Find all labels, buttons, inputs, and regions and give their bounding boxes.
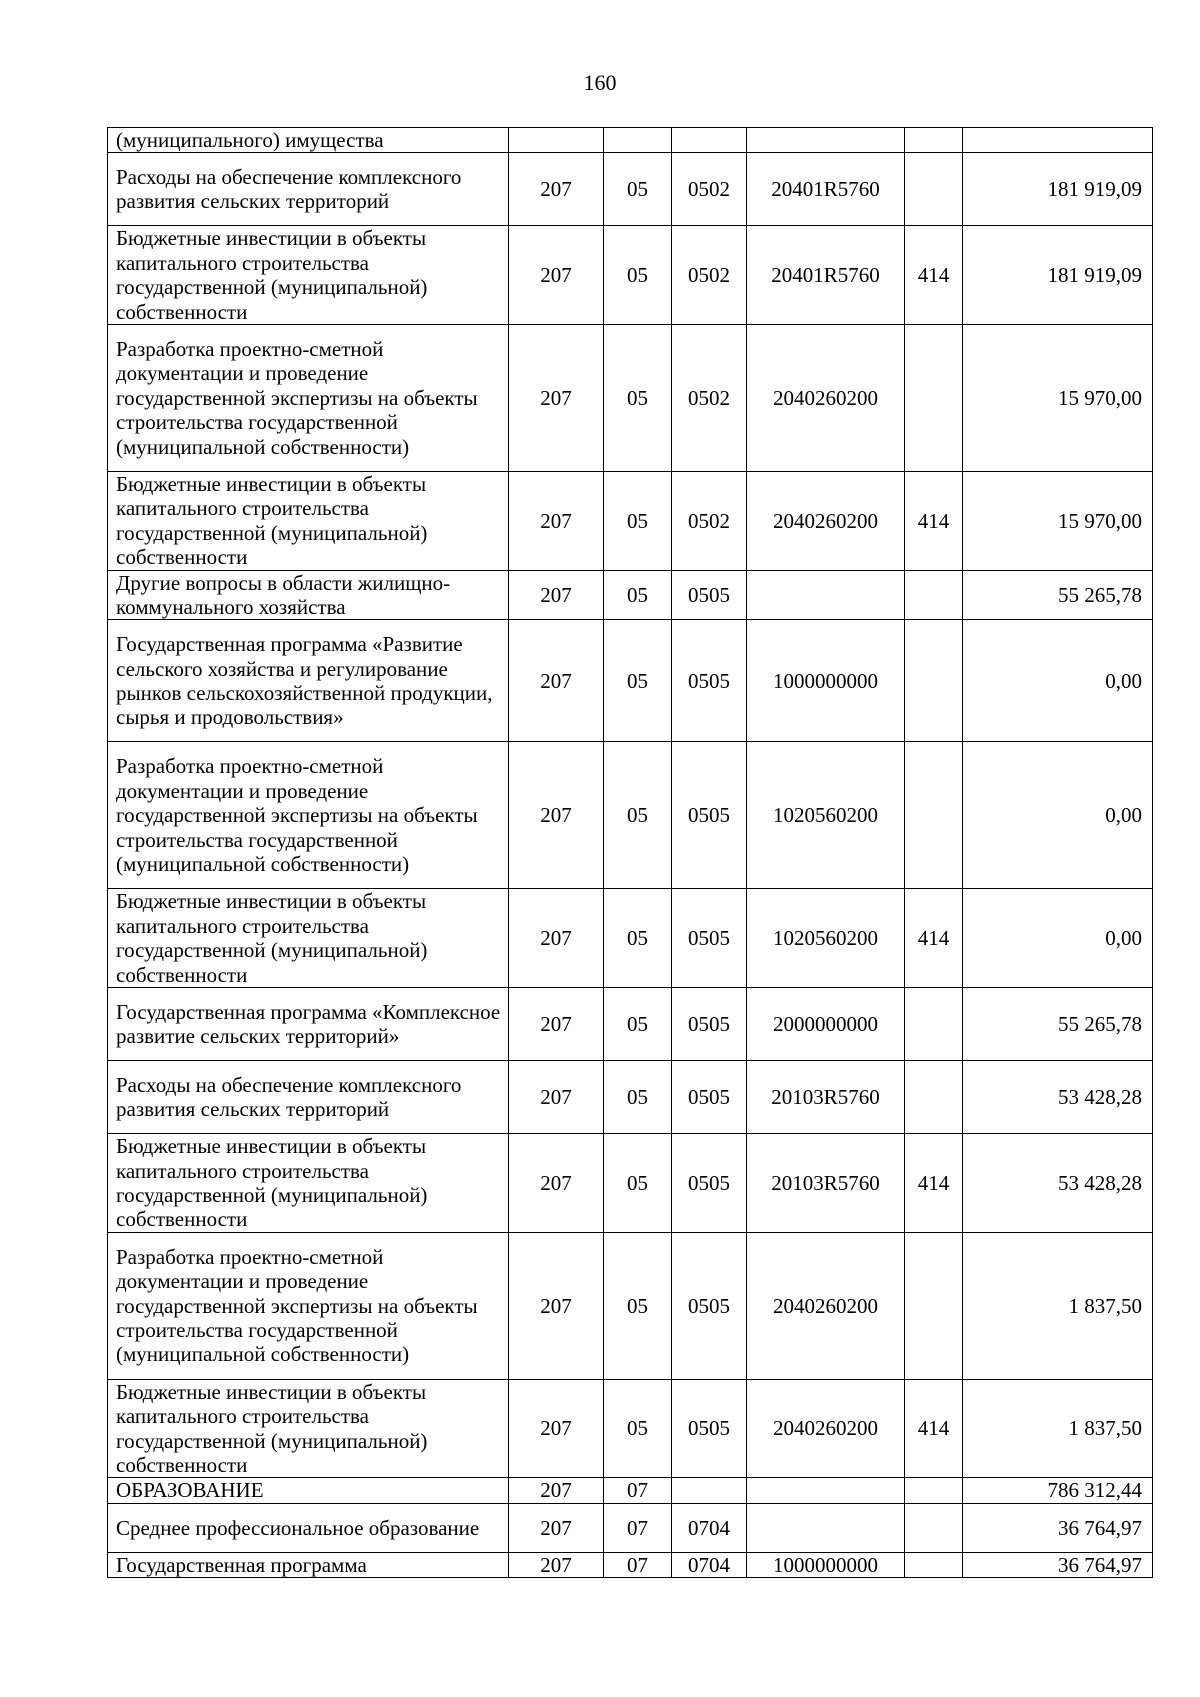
cell-amount-text: 0,00: [1105, 803, 1142, 828]
cell-expense-type: [905, 325, 963, 472]
table-row: [108, 570, 1153, 620]
cell-amount-text: 36 764,97: [1058, 1515, 1142, 1540]
table-row: [108, 1061, 1153, 1134]
cell-amount: [963, 1061, 1153, 1134]
cell-section-code: [604, 1232, 672, 1379]
cell-subsection-code-text: 0505: [688, 1011, 730, 1036]
cell-section-code: [604, 988, 672, 1061]
cell-name: [108, 620, 509, 742]
cell-subsection-code-text: 0502: [688, 385, 730, 410]
cell-expense-type-text: 414: [917, 926, 950, 951]
cell-amount-text: 53 428,28: [1058, 1084, 1142, 1109]
cell-target-article: [747, 1379, 905, 1478]
cell-amount: [963, 1379, 1153, 1478]
cell-subsection-code-text: 0704: [688, 1515, 730, 1540]
cell-section-code-text: 05: [627, 263, 648, 288]
cell-section-code: [604, 1379, 672, 1478]
cell-name-text: Бюджетные инвестиции в объекты капитального строительства государственной (муниципальной) собственности: [116, 889, 428, 987]
cell-expense-type: [905, 472, 963, 571]
cell-amount-text: 181 919,09: [1047, 263, 1142, 288]
cell-subsection-code: [672, 128, 747, 153]
cell-expense-type: [905, 1503, 963, 1552]
cell-name: [108, 128, 509, 153]
cell-expense-type-text: 414: [917, 1170, 950, 1195]
table-row: [108, 472, 1153, 571]
cell-name-text: Среднее профессиональное образование: [116, 1515, 480, 1540]
cell-target-article-text: 20401R5760: [771, 263, 880, 288]
table-row: [108, 1503, 1153, 1552]
budget-table-body: [108, 128, 1153, 1578]
cell-subsection-code-text: 0505: [688, 668, 730, 693]
cell-subsection-code-text: 0502: [688, 263, 730, 288]
cell-amount: [963, 570, 1153, 620]
cell-amount: [963, 325, 1153, 472]
cell-section-code-text: 05: [627, 385, 648, 410]
cell-ministry-code: [509, 742, 604, 889]
cell-ministry-code: [509, 1478, 604, 1503]
cell-name: [108, 570, 509, 620]
table-row: [108, 1379, 1153, 1478]
cell-subsection-code: [672, 620, 747, 742]
cell-name: [108, 1503, 509, 1552]
cell-amount-text: 1 837,50: [1068, 1416, 1142, 1441]
cell-ministry-code: [509, 153, 604, 226]
cell-expense-type: [905, 1478, 963, 1503]
cell-ministry-code-text: 207: [540, 1084, 572, 1109]
cell-section-code: [604, 570, 672, 620]
cell-target-article-text: 20103R5760: [771, 1084, 880, 1109]
cell-ministry-code: [509, 325, 604, 472]
cell-name-text: Разработка проектно-сметной документации и проведение государственной экспертизы на объекты строительства государственной (муниципальной собственности): [116, 1244, 478, 1367]
cell-ministry-code-text: 207: [540, 1552, 572, 1577]
cell-ministry-code-text: 207: [540, 926, 572, 951]
cell-section-code-text: 05: [627, 668, 648, 693]
cell-name: [108, 1134, 509, 1233]
cell-target-article-text: 2040260200: [773, 385, 878, 410]
cell-section-code: [604, 742, 672, 889]
cell-name: [108, 1478, 509, 1503]
cell-name-text: Расходы на обеспечение комплексного развития сельских территорий: [116, 1072, 462, 1122]
cell-target-article-text: 2040260200: [773, 1293, 878, 1318]
cell-subsection-code-text: 0505: [688, 803, 730, 828]
cell-section-code: [604, 1134, 672, 1233]
cell-amount-text: 53 428,28: [1058, 1170, 1142, 1195]
cell-name-text: Бюджетные инвестиции в объекты капитального строительства государственной (муниципальной) собственности: [116, 1134, 428, 1232]
cell-section-code: [604, 1478, 672, 1503]
cell-subsection-code: [672, 1061, 747, 1134]
cell-amount: [963, 889, 1153, 988]
cell-section-code: [604, 620, 672, 742]
cell-expense-type: [905, 570, 963, 620]
cell-name-text: Государственная программа «Развитие сельского хозяйства и регулирование рынков сельскохозяйственной продукции, сырья и продовольствия»: [116, 632, 493, 730]
cell-target-article: [747, 1061, 905, 1134]
cell-section-code-text: 07: [627, 1478, 648, 1503]
cell-name-text: Разработка проектно-сметной документации и проведение государственной экспертизы на объекты строительства государственной (муниципальной собственности): [116, 754, 478, 877]
cell-ministry-code-text: 207: [540, 1170, 572, 1195]
cell-subsection-code: [672, 325, 747, 472]
cell-subsection-code-text: 0502: [688, 177, 730, 202]
cell-subsection-code: [672, 1503, 747, 1552]
cell-name-text: Государственная программа «Комплексное развитие сельских территорий»: [116, 999, 501, 1049]
cell-ministry-code-text: 207: [540, 668, 572, 693]
cell-expense-type: [905, 1061, 963, 1134]
cell-subsection-code: [672, 1552, 747, 1577]
cell-name-text: Бюджетные инвестиции в объекты капитального строительства государственной (муниципальной) собственности: [116, 472, 428, 570]
cell-expense-type: [905, 742, 963, 889]
cell-ministry-code: [509, 1552, 604, 1577]
cell-amount-text: 15 970,00: [1058, 385, 1142, 410]
cell-expense-type: [905, 226, 963, 325]
cell-amount: [963, 226, 1153, 325]
cell-ministry-code-text: 207: [540, 508, 572, 533]
cell-target-article: [747, 325, 905, 472]
cell-name-text: Расходы на обеспечение комплексного развития сельских территорий: [116, 165, 462, 214]
cell-ministry-code: [509, 620, 604, 742]
cell-section-code: [604, 153, 672, 226]
cell-target-article: [747, 1232, 905, 1379]
cell-section-code-text: 05: [627, 1293, 648, 1318]
cell-amount-text: 1 837,50: [1068, 1293, 1142, 1318]
cell-name-text: (муниципального) имущества: [116, 128, 384, 152]
table-row: [108, 325, 1153, 472]
cell-expense-type: [905, 1552, 963, 1577]
cell-ministry-code-text: 207: [540, 803, 572, 828]
cell-target-article-text: 20401R5760: [771, 177, 880, 202]
cell-target-article: [747, 1552, 905, 1577]
cell-section-code-text: 07: [627, 1515, 648, 1540]
cell-name-text: Государственная программа: [116, 1552, 367, 1577]
cell-ministry-code: [509, 226, 604, 325]
cell-name: [108, 1061, 509, 1134]
table-row: [108, 128, 1153, 153]
table-row: [108, 1134, 1153, 1233]
cell-name-text: Бюджетные инвестиции в объекты капитального строительства государственной (муниципальной) собственности: [116, 226, 428, 324]
cell-subsection-code-text: 0505: [688, 926, 730, 951]
cell-section-code-text: 05: [627, 582, 648, 607]
cell-section-code: [604, 472, 672, 571]
cell-ministry-code-text: 207: [540, 582, 572, 607]
cell-ministry-code-text: 207: [540, 177, 572, 202]
cell-expense-type: [905, 988, 963, 1061]
cell-amount-text: 55 265,78: [1058, 582, 1142, 607]
cell-target-article-text: 2040260200: [773, 1416, 878, 1441]
table-row: [108, 620, 1153, 742]
cell-amount-text: 0,00: [1105, 926, 1142, 951]
cell-expense-type: [905, 1134, 963, 1233]
cell-expense-type-text: 414: [917, 1416, 950, 1441]
cell-amount: [963, 742, 1153, 889]
cell-amount-text: 15 970,00: [1058, 508, 1142, 533]
cell-subsection-code: [672, 1379, 747, 1478]
cell-name: [108, 1232, 509, 1379]
cell-amount: [963, 1478, 1153, 1503]
cell-amount-text: 36 764,97: [1058, 1552, 1142, 1577]
cell-subsection-code-text: 0505: [688, 1416, 730, 1441]
cell-target-article-text: 1020560200: [773, 926, 878, 951]
cell-name: [108, 1379, 509, 1478]
cell-amount-text: 55 265,78: [1058, 1011, 1142, 1036]
cell-section-code: [604, 226, 672, 325]
table-row: [108, 226, 1153, 325]
cell-ministry-code-text: 207: [540, 1478, 572, 1503]
cell-amount: [963, 1503, 1153, 1552]
cell-section-code-text: 05: [627, 508, 648, 533]
cell-name: [108, 226, 509, 325]
cell-section-code-text: 05: [627, 177, 648, 202]
cell-subsection-code-text: 0502: [688, 508, 730, 533]
cell-section-code-text: 05: [627, 1084, 648, 1109]
cell-ministry-code: [509, 1379, 604, 1478]
cell-subsection-code-text: 0704: [688, 1552, 730, 1577]
cell-target-article: [747, 889, 905, 988]
table-row: [108, 889, 1153, 988]
cell-amount-text: 181 919,09: [1047, 177, 1142, 202]
cell-target-article-text: 2040260200: [773, 508, 878, 533]
cell-amount: [963, 128, 1153, 153]
cell-expense-type-text: 414: [917, 263, 950, 288]
cell-target-article: [747, 1478, 905, 1503]
cell-ministry-code: [509, 889, 604, 988]
cell-ministry-code-text: 207: [540, 1416, 572, 1441]
cell-subsection-code: [672, 570, 747, 620]
cell-subsection-code-text: 0505: [688, 582, 730, 607]
cell-expense-type-text: 414: [917, 508, 950, 533]
cell-section-code-text: 05: [627, 1416, 648, 1441]
cell-subsection-code: [672, 1232, 747, 1379]
cell-subsection-code-text: 0505: [688, 1293, 730, 1318]
cell-name-text: Другие вопросы в области жилищно-коммунального хозяйства: [116, 570, 451, 620]
cell-target-article-text: 1000000000: [773, 668, 878, 693]
cell-subsection-code-text: 0505: [688, 1084, 730, 1109]
cell-ministry-code-text: 207: [540, 263, 572, 288]
cell-expense-type: [905, 1379, 963, 1478]
cell-amount: [963, 620, 1153, 742]
cell-expense-type: [905, 889, 963, 988]
cell-amount-text: 0,00: [1105, 668, 1142, 693]
cell-subsection-code: [672, 889, 747, 988]
cell-subsection-code: [672, 742, 747, 889]
cell-target-article: [747, 742, 905, 889]
cell-ministry-code: [509, 1232, 604, 1379]
table-row: [108, 742, 1153, 889]
cell-expense-type: [905, 153, 963, 226]
cell-amount: [963, 1134, 1153, 1233]
page-number: 160: [583, 70, 617, 95]
cell-ministry-code-text: 207: [540, 385, 572, 410]
cell-name-text: Разработка проектно-сметной документации и проведение государственной экспертизы на объекты строительства государственной (муниципальной собственности): [116, 337, 478, 459]
cell-name: [108, 153, 509, 226]
table-row: [108, 1478, 1153, 1503]
cell-section-code: [604, 889, 672, 988]
cell-subsection-code: [672, 226, 747, 325]
cell-target-article: [747, 226, 905, 325]
cell-subsection-code: [672, 472, 747, 571]
cell-subsection-code: [672, 153, 747, 226]
cell-section-code: [604, 128, 672, 153]
cell-ministry-code: [509, 570, 604, 620]
cell-target-article-text: 20103R5760: [771, 1170, 880, 1195]
cell-ministry-code: [509, 128, 604, 153]
cell-section-code-text: 05: [627, 926, 648, 951]
budget-table: [107, 127, 1153, 1578]
cell-section-code-text: 07: [627, 1552, 648, 1577]
cell-name: [108, 742, 509, 889]
cell-name: [108, 988, 509, 1061]
table-row: [108, 153, 1153, 226]
cell-ministry-code-text: 207: [540, 1293, 572, 1318]
cell-name-text: ОБРАЗОВАНИЕ: [116, 1478, 264, 1503]
cell-target-article: [747, 153, 905, 226]
cell-name: [108, 889, 509, 988]
table-row: [108, 988, 1153, 1061]
cell-amount: [963, 988, 1153, 1061]
cell-section-code-text: 05: [627, 1011, 648, 1036]
table-row: [108, 1232, 1153, 1379]
cell-ministry-code: [509, 1061, 604, 1134]
cell-name: [108, 1552, 509, 1577]
cell-amount-text: 786 312,44: [1047, 1478, 1142, 1503]
cell-target-article-text: 1020560200: [773, 803, 878, 828]
cell-target-article-text: 2000000000: [773, 1011, 878, 1036]
cell-ministry-code-text: 207: [540, 1011, 572, 1036]
cell-expense-type: [905, 128, 963, 153]
cell-subsection-code: [672, 1134, 747, 1233]
cell-section-code: [604, 1061, 672, 1134]
cell-subsection-code: [672, 1478, 747, 1503]
cell-amount: [963, 153, 1153, 226]
cell-amount: [963, 472, 1153, 571]
cell-name: [108, 325, 509, 472]
cell-ministry-code: [509, 1134, 604, 1233]
cell-subsection-code: [672, 988, 747, 1061]
cell-target-article-text: 1000000000: [773, 1552, 878, 1577]
cell-expense-type: [905, 620, 963, 742]
cell-target-article: [747, 1503, 905, 1552]
cell-section-code: [604, 1552, 672, 1577]
cell-amount: [963, 1232, 1153, 1379]
cell-ministry-code-text: 207: [540, 1515, 572, 1540]
cell-target-article: [747, 988, 905, 1061]
cell-section-code: [604, 325, 672, 472]
table-row: [108, 1552, 1153, 1577]
cell-section-code-text: 05: [627, 1170, 648, 1195]
cell-amount: [963, 1552, 1153, 1577]
cell-target-article: [747, 472, 905, 571]
cell-target-article: [747, 570, 905, 620]
cell-section-code-text: 05: [627, 803, 648, 828]
cell-subsection-code-text: 0505: [688, 1170, 730, 1195]
cell-section-code: [604, 1503, 672, 1552]
cell-name-text: Бюджетные инвестиции в объекты капитального строительства государственной (муниципальной) собственности: [116, 1379, 428, 1477]
cell-name: [108, 472, 509, 571]
cell-target-article: [747, 1134, 905, 1233]
cell-ministry-code: [509, 472, 604, 571]
cell-ministry-code: [509, 988, 604, 1061]
cell-target-article: [747, 620, 905, 742]
cell-ministry-code: [509, 1503, 604, 1552]
cell-target-article: [747, 128, 905, 153]
cell-expense-type: [905, 1232, 963, 1379]
